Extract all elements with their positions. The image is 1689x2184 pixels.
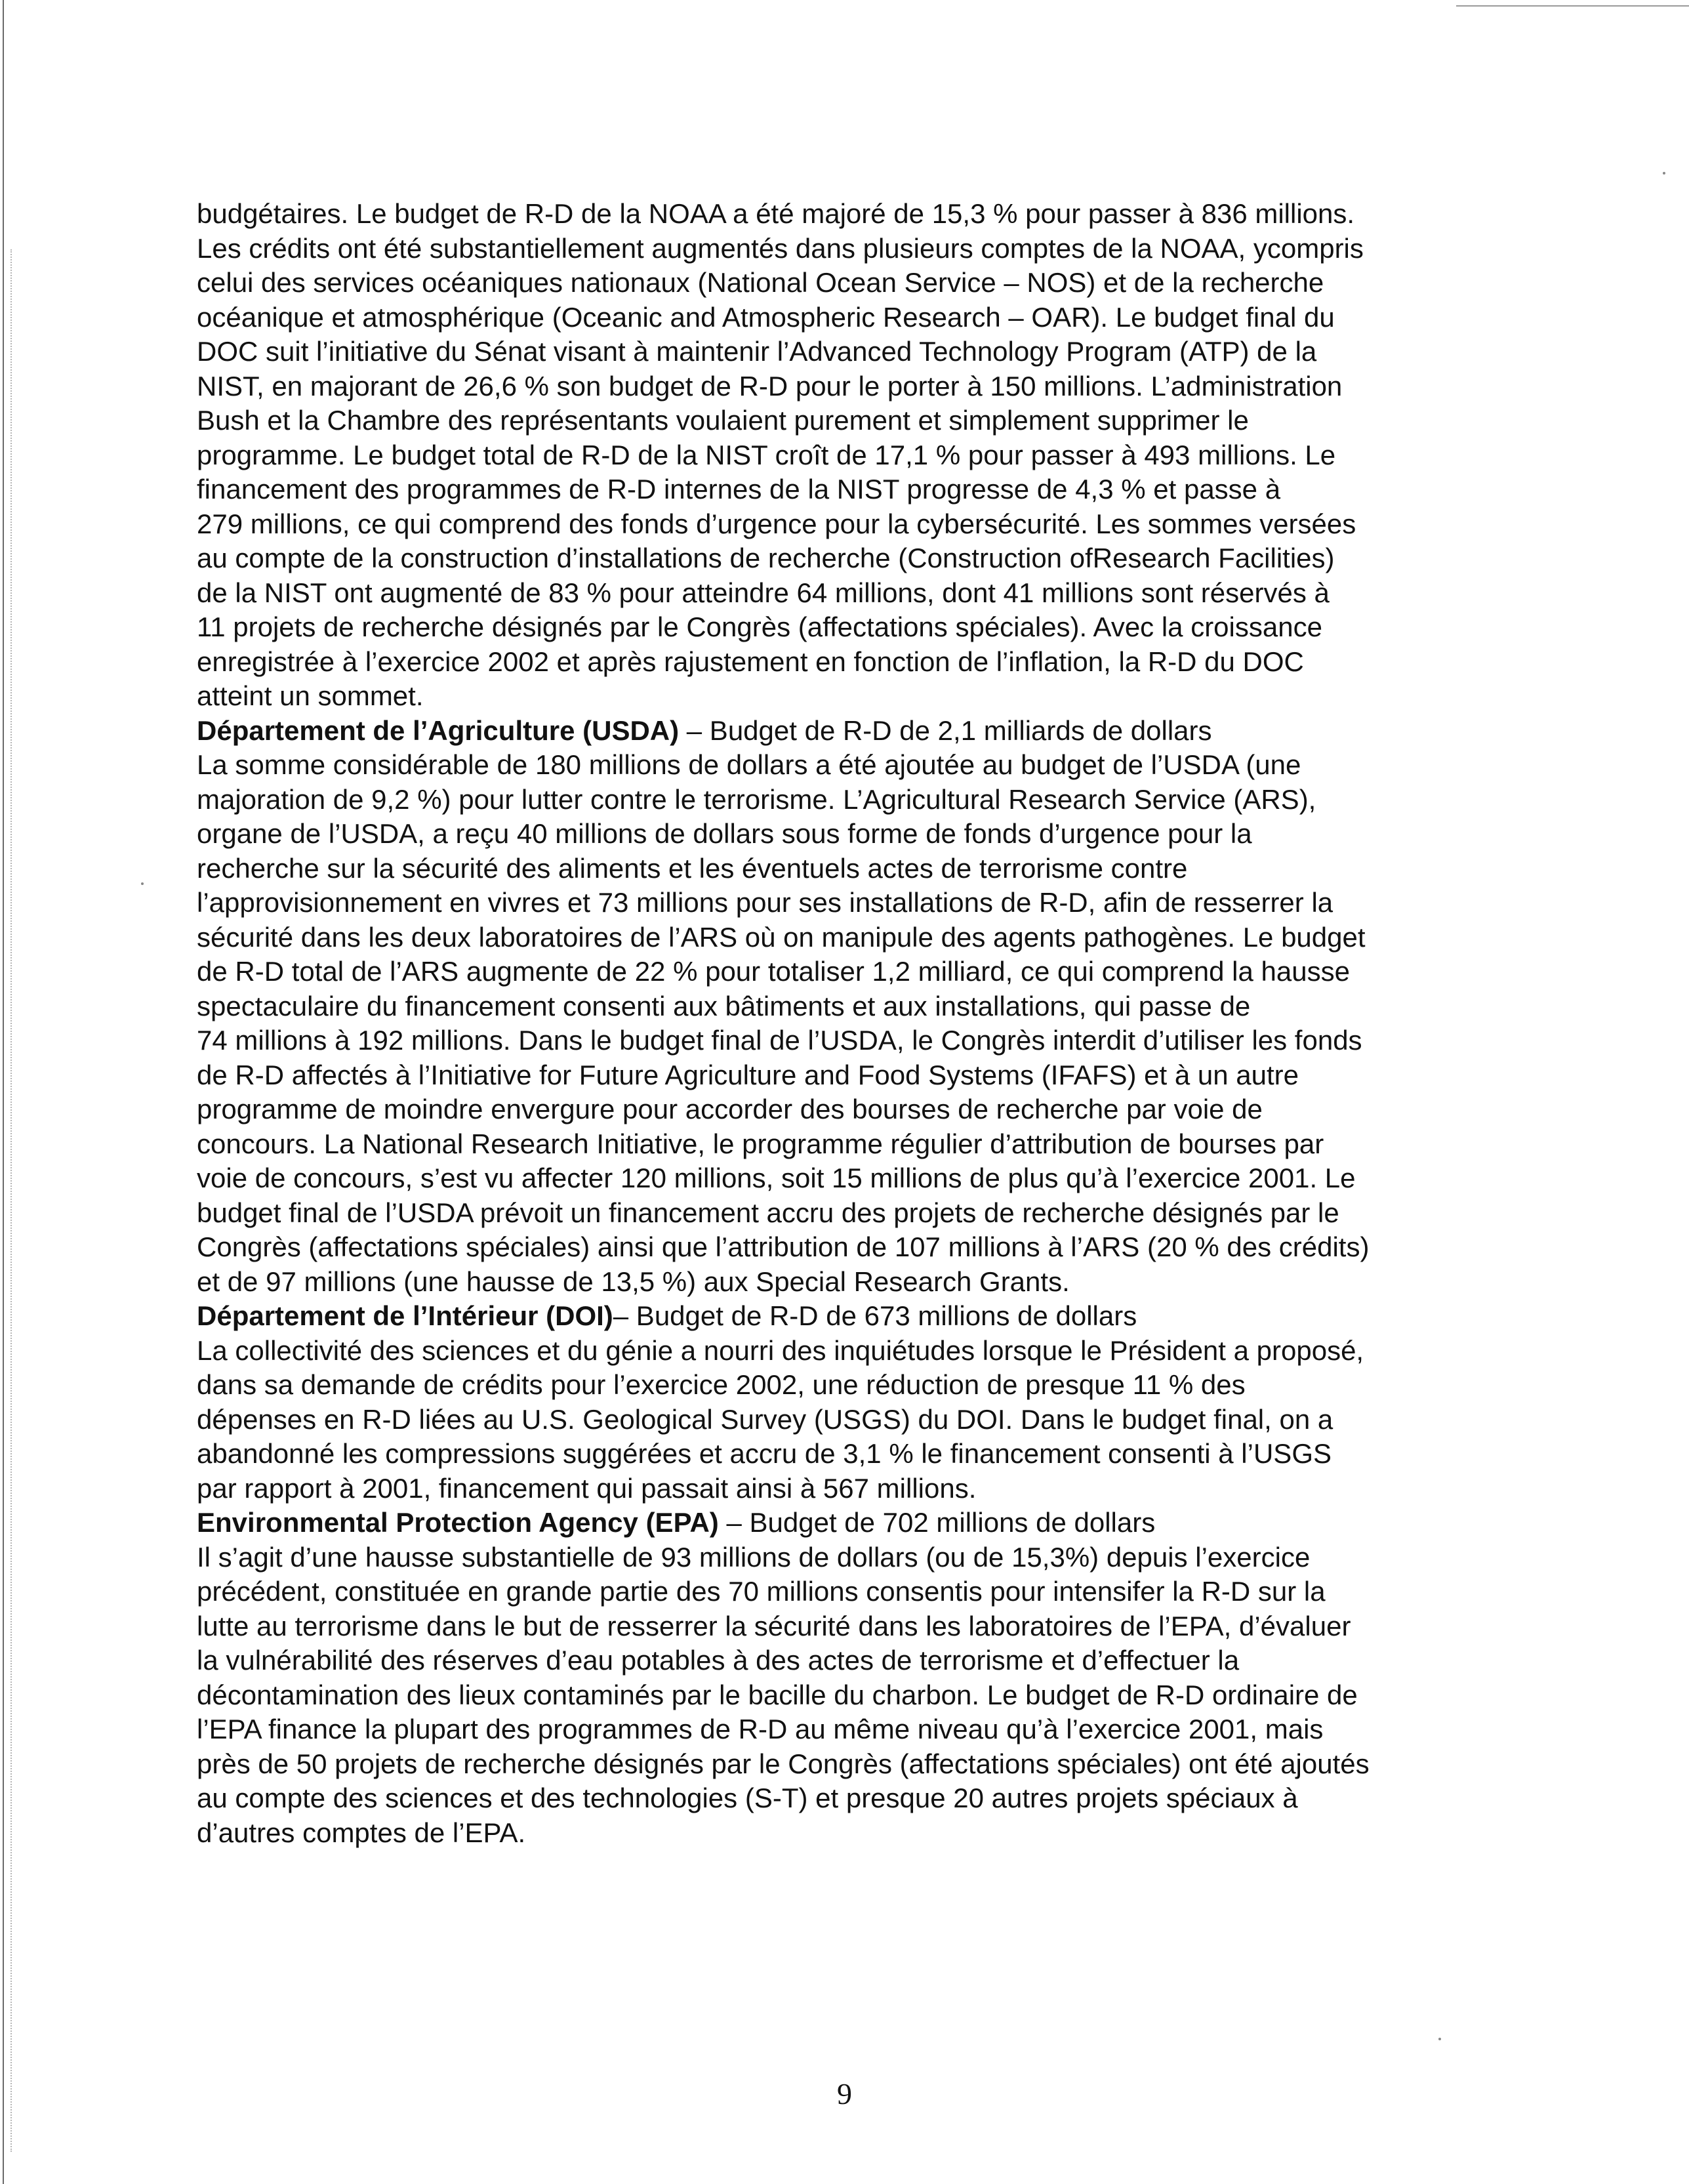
text-line: DOC suit l’initiative du Sénat visant à maintenir l’Advanced Technology Program (ATP) de la xyxy=(197,336,1317,367)
text-line: l’approvisionnement en vivres et 73 millions pour ses installations de R-D, afin de resserrer la xyxy=(197,887,1333,918)
text-line: programme de moindre envergure pour accorder des bourses de recherche par voie de xyxy=(197,1094,1263,1124)
section-subtitle: – Budget de R-D de 673 millions de dollars xyxy=(613,1300,1137,1331)
text-line: dans sa demande de crédits pour l’exercice 2002, une réduction de presque 11 % des xyxy=(197,1369,1246,1400)
section-heading-line xyxy=(197,1506,1502,1540)
text-line: océanique et atmosphérique (Oceanic and Atmospheric Research – OAR). Le budget final du xyxy=(197,301,1335,333)
section-doi xyxy=(197,1299,1502,1506)
text-line: de R-D total de l’ARS augmente de 22 % pour totaliser 1,2 milliard, ce qui comprend la hausse xyxy=(197,956,1350,987)
scan-speck xyxy=(141,882,144,885)
text-line: atteint un sommet. xyxy=(197,680,424,711)
text-line: 279 millions, ce qui comprend des fonds d’urgence pour la cybersécurité. Les sommes versées xyxy=(197,508,1356,539)
text-line: financement des programmes de R-D internes de la NIST progresse de 4,3 % et passe à xyxy=(197,474,1281,505)
text-line: la vulnérabilité des réserves d’eau potables à des actes de terrorisme et d’effectuer la xyxy=(197,1645,1240,1676)
text-line: d’autres comptes de l’EPA. xyxy=(197,1817,526,1848)
text-line: dépenses en R-D liées au U.S. Geological Survey (USGS) du DOI. Dans le budget final, on a xyxy=(197,1403,1333,1435)
text-line: recherche sur la sécurité des aliments et les éventuels actes de terrorisme contre xyxy=(197,852,1188,884)
text-line: précédent, constituée en grande partie des 70 millions consentis pour intensifer la R-D sur la xyxy=(197,1576,1326,1607)
text-line: enregistrée à l’exercice 2002 et après rajustement en fonction de l’inflation, la R-D du DOC xyxy=(197,646,1304,677)
text-line: La collectivité des sciences et du génie a nourri des inquiétudes lorsque le Président a proposé, xyxy=(197,1334,1364,1366)
text-line: Il s’agit d’une hausse substantielle de 93 millions de dollars (ou de 15,3%) depuis l’exercice xyxy=(197,1541,1311,1573)
page-number: 9 xyxy=(837,2077,852,2111)
section-heading-line xyxy=(197,1299,1502,1334)
scan-speck xyxy=(1663,172,1665,175)
document-body xyxy=(197,197,1502,1850)
text-line: décontamination des lieux contaminés par le bacille du charbon. Le budget de R-D ordinaire de xyxy=(197,1679,1358,1710)
text-line: de la NIST ont augmenté de 83 % pour atteindre 64 millions, dont 41 millions sont réservés à xyxy=(197,577,1330,608)
text-line: sécurité dans les deux laboratoires de l’ARS où on manipule des agents pathogènes. Le budget xyxy=(197,921,1366,953)
text-line: Bush et la Chambre des représentants voulaient purement et simplement supprimer le xyxy=(197,405,1249,436)
text-line: voie de concours, s’est vu affecter 120 millions, soit 15 millions de plus qu’à l’exercice 2001. Le xyxy=(197,1163,1356,1193)
text-line: lutte au terrorisme dans le but de resserrer la sécurité dans les laboratoires de l’EPA, d’évaluer xyxy=(197,1610,1351,1641)
text-line: 11 projets de recherche désignés par le Congrès (affectations spéciales). Avec la croissance xyxy=(197,611,1322,642)
text-line: budget final de l’USDA prévoit un financement accru des projets de recherche désignés par le xyxy=(197,1197,1339,1228)
text-line: programme. Le budget total de R-D de la NIST croît de 17,1 % pour passer à 493 millions. Le xyxy=(197,439,1336,470)
text-line: NIST, en majorant de 26,6 % son budget de R-D pour le porter à 150 millions. L’administration xyxy=(197,370,1343,402)
section-usda xyxy=(197,714,1502,1300)
text-line: Les crédits ont été substantiellement augmentés dans plusieurs comptes de la NOAA, ycompris xyxy=(197,232,1364,264)
text-line: et de 97 millions (une hausse de 13,5 %) aux Special Research Grants. xyxy=(197,1266,1070,1297)
section-subtitle: – Budget de 702 millions de dollars xyxy=(718,1507,1156,1538)
text-line: près de 50 projets de recherche désignés par le Congrès (affectations spéciales) ont été ajoutés xyxy=(197,1748,1370,1779)
scan-left-edge xyxy=(3,0,4,2184)
text-line: de R-D affectés à l’Initiative for Future Agriculture and Food Systems (IFAFS) et à un autre xyxy=(197,1059,1299,1090)
section-epa xyxy=(197,1506,1502,1850)
text-line: l’EPA finance la plupart des programmes de R-D au même niveau qu’à l’exercice 2001, mais xyxy=(197,1714,1324,1744)
text-line: au compte des sciences et des technologies (S-T) et presque 20 autres projets spéciaux à xyxy=(197,1782,1298,1813)
section-heading: Département de l’Agriculture (USDA) xyxy=(197,714,680,746)
scan-top-edge xyxy=(1456,5,1689,7)
text-line: celui des services océaniques nationaux (National Ocean Service – NOS) et de la recherche xyxy=(197,267,1324,298)
intro-paragraph xyxy=(197,197,1502,714)
scan-left-dotted-edge xyxy=(10,249,12,2152)
text-line: organe de l’USDA, a reçu 40 millions de dollars sous forme de fonds d’urgence pour la xyxy=(197,818,1252,849)
text-line: 74 millions à 192 millions. Dans le budget final de l’USDA, le Congrès interdit d’utiliser les fonds xyxy=(197,1025,1362,1056)
text-line: abandonné les compressions suggérées et accru de 3,1 % le financement consenti à l’USGS xyxy=(197,1438,1332,1469)
section-heading: Département de l’Intérieur (DOI) xyxy=(197,1300,613,1331)
text-line: La somme considérable de 180 millions de dollars a été ajoutée au budget de l’USDA (une xyxy=(197,749,1301,780)
text-line: Congrès (affectations spéciales) ainsi que l’attribution de 107 millions à l’ARS (20 % des crédits) xyxy=(197,1231,1370,1262)
text-line: par rapport à 2001, financement qui passait ainsi à 567 millions. xyxy=(197,1472,977,1504)
text-line: au compte de la construction d’installations de recherche (Construction ofResearch Facilities) xyxy=(197,543,1335,573)
text-line: spectaculaire du financement consenti aux bâtiments et aux installations, qui passe de xyxy=(197,990,1251,1021)
section-heading-line xyxy=(197,714,1502,749)
section-subtitle: – Budget de R-D de 2,1 milliards de dollars xyxy=(679,714,1212,746)
text-line: budgétaires. Le budget de R-D de la NOAA a été majoré de 15,3 % pour passer à 836 millions. xyxy=(197,198,1355,229)
text-line: majoration de 9,2 %) pour lutter contre le terrorisme. L’Agricultural Research Service (ARS), xyxy=(197,783,1316,815)
text-line: concours. La National Research Initiative, le programme régulier d’attribution de bourses par xyxy=(197,1128,1324,1159)
section-heading: Environmental Protection Agency (EPA) xyxy=(197,1507,719,1538)
scan-speck xyxy=(1438,2038,1441,2040)
